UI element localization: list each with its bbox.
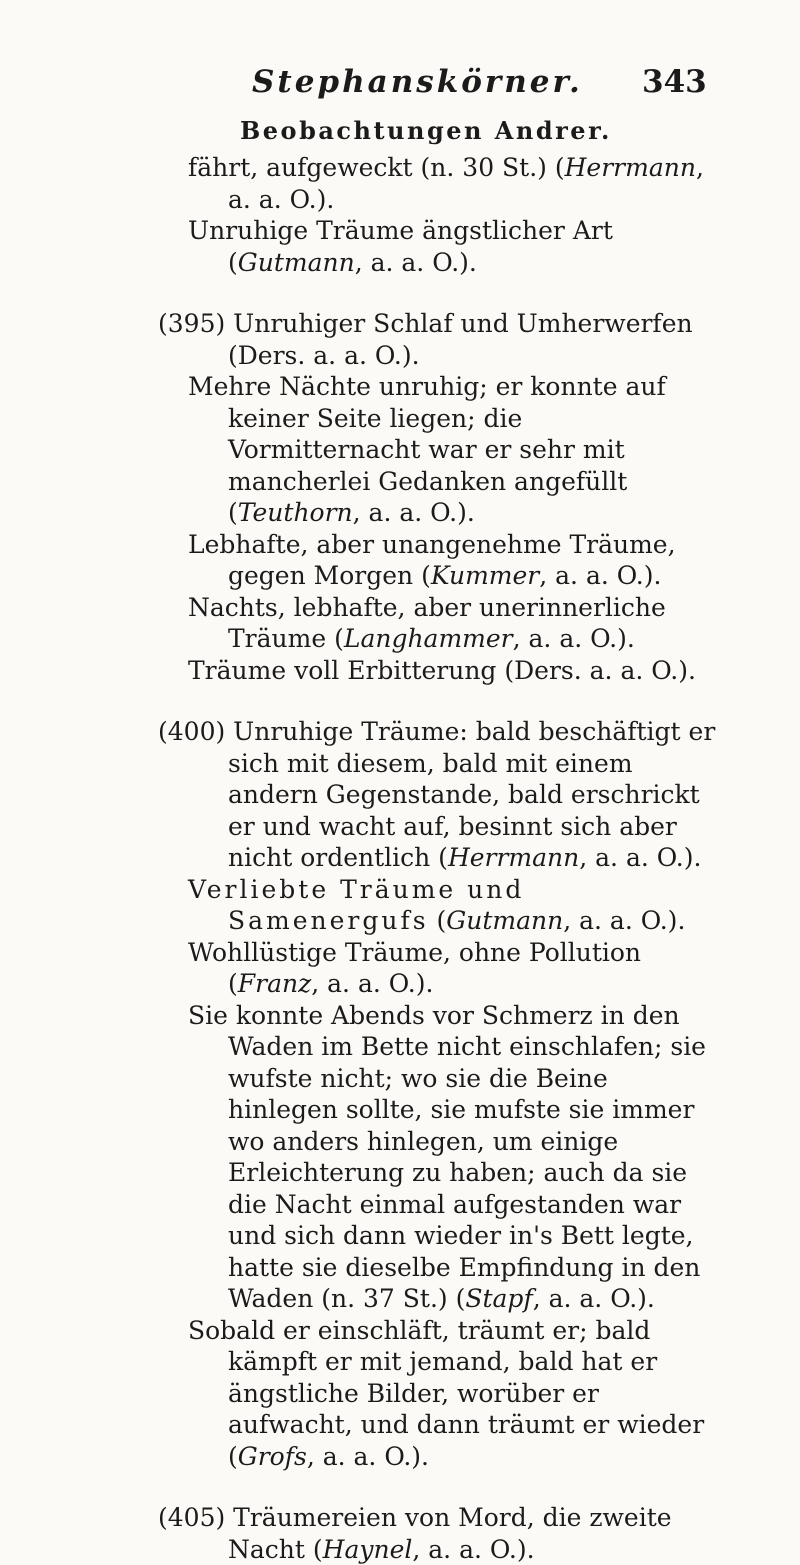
- author-name: Franz: [237, 969, 312, 998]
- sub-paragraph: [188, 1000, 718, 1315]
- text-run: Träumereien von Mord, die zweite Nacht (: [228, 1503, 672, 1564]
- author-name: Haynel: [322, 1534, 413, 1564]
- author-name: Grofs: [237, 1441, 307, 1471]
- entry-paragraph: [188, 152, 718, 215]
- text-body: [158, 152, 718, 1565]
- sub-paragraph: [188, 371, 718, 529]
- author-name: Langhammer: [343, 624, 513, 653]
- section-heading: Beobachtungen Andrer.: [240, 116, 612, 145]
- text-run: Sobald er einschläft, träumt er; bald kämpft er mit jemand, bald hat er ängstliche Bilder, worüber er aufwacht, und dann träumt er wieder (: [188, 1315, 705, 1471]
- text-run: fährt, aufgeweckt (n. 30 St.) (: [188, 153, 565, 182]
- text-run: Sie konnte Abends vor Schmerz in den Waden im Bette nicht einschlafen; sie wufste nicht; wo sie die Beine hinlegen sollte, sie mufste sie immer wo anders hinlegen, um einige Erleichterung zu haben; auch da sie die Nacht einmal aufgestanden war und sich dann wieder in's Bett legte, hatte sie dieselbe Empfindung in den Waden (n. 37 St.) (: [188, 1000, 706, 1313]
- author-name: Gutmann: [237, 247, 355, 277]
- text-run: Unruhiger Schlaf und Umherwerfen (Ders. a. a. O.).: [228, 309, 693, 370]
- running-title: Stephanskörner.: [252, 64, 583, 100]
- author-name: Kummer: [430, 561, 540, 590]
- text-run: Wohllüstige Träume, ohne Pollution (: [188, 937, 642, 998]
- text-run: , a. a. O.).: [311, 969, 434, 998]
- text-run: , a. a. O.).: [352, 498, 475, 527]
- text-run: Unruhige Träume ängstlicher Art (: [188, 216, 613, 277]
- text-run: Mehre Nächte unruhig; er konnte auf keiner Seite liegen; die Vormitternacht war er sehr mit mancherlei Gedanken angefüllt (: [188, 372, 666, 527]
- text-run: , a. a. O.).: [539, 561, 662, 590]
- author-name: Gutmann: [446, 906, 564, 935]
- entry-paragraph: [158, 1502, 718, 1565]
- sub-paragraph: [188, 215, 718, 278]
- text-run: , a. a. O.).: [563, 906, 686, 935]
- entry-paragraph: [158, 716, 718, 874]
- text-run: (: [428, 906, 447, 935]
- author-name: Stapf: [465, 1284, 533, 1313]
- sub-paragraph: [188, 655, 718, 687]
- text-run: , a. a. O.).: [306, 1441, 429, 1471]
- author-name: Teuthorn: [237, 498, 353, 527]
- text-run: , a. a. O.).: [579, 843, 702, 872]
- text-run: , a. a. O.).: [354, 247, 477, 277]
- entry-number: (400): [158, 717, 234, 746]
- text-run: , a. a. O.).: [532, 1284, 655, 1313]
- sub-paragraph: [188, 529, 718, 592]
- text-run: Lebhafte, aber unangenehme Träume, gegen Morgen (: [188, 529, 676, 590]
- author-name: Herrmann: [447, 843, 580, 872]
- page-header: [0, 64, 800, 114]
- entry-paragraph: [158, 308, 718, 371]
- text-run: Nachts, lebhafte, aber unerinnerliche Träume (: [188, 592, 666, 653]
- text-run: Verliebte Träume und Samenergufs: [188, 874, 525, 935]
- sub-paragraph: [188, 874, 718, 937]
- entry-number: (395): [158, 309, 234, 338]
- page-number: 343: [642, 64, 707, 100]
- text-run: , a. a. O.).: [412, 1534, 535, 1564]
- sub-paragraph: [188, 1315, 718, 1473]
- text-run: Unruhige Träume: bald beschäftigt er sich mit diesem, bald mit einem andern Gegenstande, bald erschrickt er und wacht auf, besinnt sich aber nicht ordentlich (: [228, 717, 716, 872]
- entry-number: (405): [158, 1503, 234, 1532]
- sub-paragraph: [188, 937, 718, 1000]
- author-name: Herrmann: [564, 153, 696, 182]
- text-run: Träume voll Erbitterung (Ders. a. a. O.).: [188, 655, 696, 685]
- text-run: , a. a. O.).: [228, 153, 704, 214]
- text-run: , a. a. O.).: [512, 624, 635, 653]
- sub-paragraph: [188, 592, 718, 655]
